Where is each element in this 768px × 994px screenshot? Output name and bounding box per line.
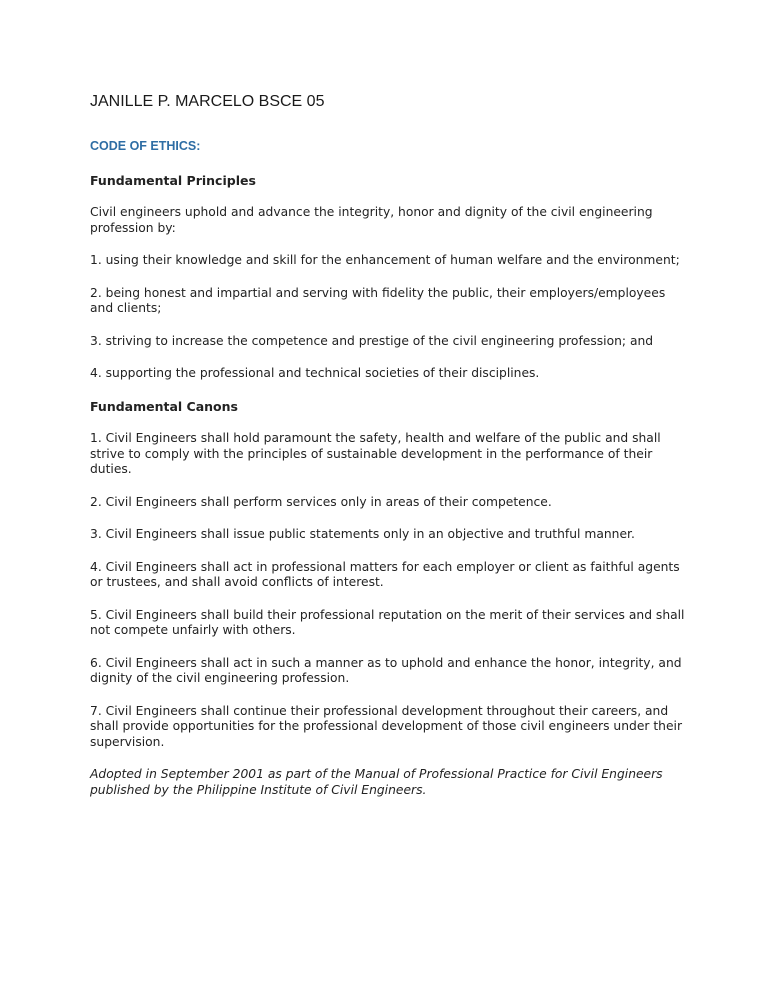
document-page [90, 92, 690, 798]
principles-intro: Civil engineers uphold and advance the integrity, honor and dignity of the civil engineering profession by: [90, 205, 653, 235]
adoption-footnote: Adopted in September 2001 as part of the Manual of Professional Practice for Civil Engineers published by the Philippine Institute of Civil Engineers. [90, 767, 663, 797]
canon-item-1: 1. Civil Engineers shall hold paramount the safety, health and welfare of the public and shall strive to comply with the principles of sustainable development in the performance of their duties. [90, 431, 661, 476]
principle-item-2: 2. being honest and impartial and serving with fidelity the public, their employers/employees and clients; [90, 285, 666, 315]
canons-heading: Fundamental Canons [90, 398, 238, 414]
principle-item-3: 3. striving to increase the competence and prestige of the civil engineering profession; and [90, 333, 654, 348]
canon-item-5: 5. Civil Engineers shall build their professional reputation on the merit of their services and shall not compete unfairly with others. [90, 607, 685, 637]
canon-item-7: 7. Civil Engineers shall continue their professional development throughout their careers, and shall provide opportunities for the professional development of those civil engineers under their supervision. [90, 703, 683, 749]
principle-item-4: 4. supporting the professional and technical societies of their disciplines. [90, 366, 540, 380]
canon-item-3: 3. Civil Engineers shall issue public statements only in an objective and truthful manner. [90, 527, 635, 541]
principle-item-1: 1. using their knowledge and skill for the enhancement of human welfare and the environment; [90, 253, 680, 267]
canon-item-2: 2. Civil Engineers shall perform services only in areas of their competence. [90, 494, 552, 509]
canon-item-6: 6. Civil Engineers shall act in such a manner as to uphold and enhance the honor, integrity, and dignity of the civil engineering profession. [90, 655, 682, 685]
canon-item-4: 4. Civil Engineers shall act in professional matters for each employer or client as faithful agents or trustees, and shall avoid conflicts of interest. [90, 559, 680, 589]
document-title: CODE OF ETHICS: [90, 139, 201, 153]
principles-heading: Fundamental Principles [90, 172, 256, 188]
author-line: JANILLE P. MARCELO BSCE 05 [90, 93, 325, 110]
